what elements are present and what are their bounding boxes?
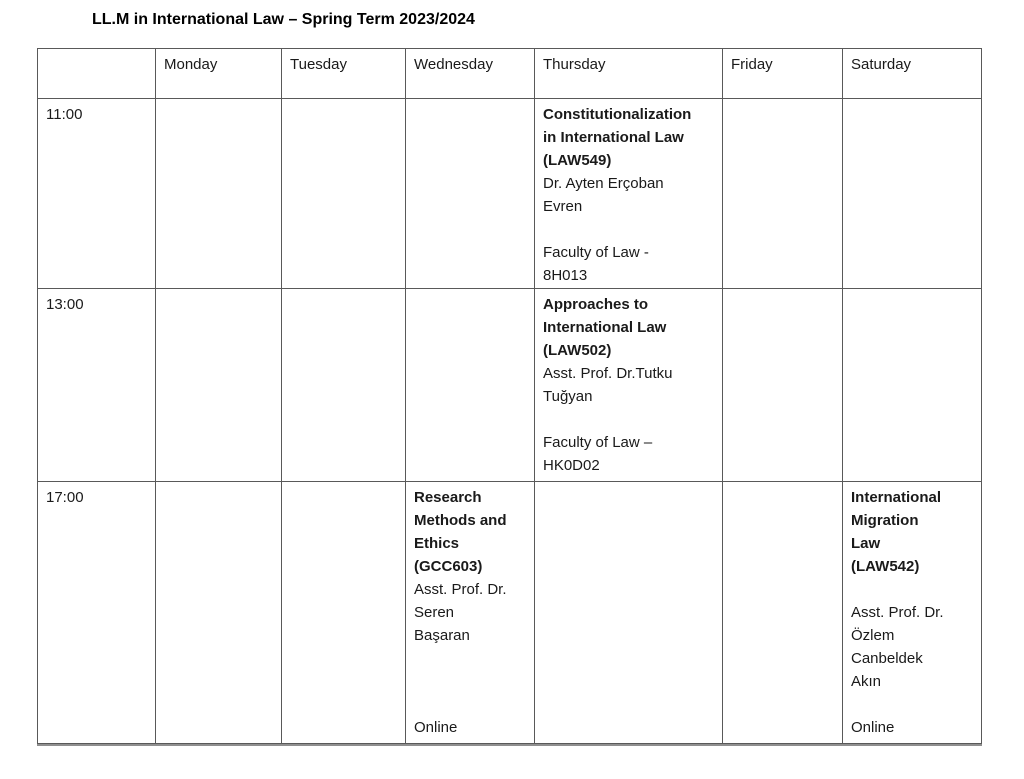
cell-friday-13-00	[723, 289, 843, 482]
course-title-line: Research	[414, 489, 482, 506]
course-detail-line: Dr. Ayten Erçoban	[543, 175, 664, 192]
cell-thursday-13-00	[535, 289, 723, 482]
timetable-body	[38, 99, 982, 744]
course-detail-line	[414, 670, 526, 693]
time-label-13-00: 13:00	[38, 289, 156, 482]
course-detail-line: Online	[851, 719, 895, 736]
time-label-17-00: 17:00	[38, 482, 156, 744]
course-title-line: (LAW502)	[543, 342, 612, 359]
course-title-line: Approaches to	[543, 296, 649, 313]
course-title-line: Methods and	[414, 512, 507, 529]
day-header-label: Friday	[731, 56, 773, 73]
cell-monday-11-00	[156, 99, 282, 289]
cell-saturday-13-00	[843, 289, 982, 482]
time-label-11-00: 11:00	[38, 99, 156, 289]
course-detail-line: Evren	[543, 198, 583, 215]
course-title-line: (GCC603)	[414, 558, 483, 575]
timetable-row-11-00	[38, 99, 982, 289]
cell-tuesday-13-00	[282, 289, 406, 482]
course-detail-line: Faculty of Law -	[543, 244, 649, 261]
cell-saturday-17-00	[843, 482, 982, 744]
timetable	[37, 48, 982, 744]
timetable-head	[38, 49, 982, 99]
course-title-line: in International Law	[543, 129, 684, 146]
course-detail-line	[543, 218, 714, 241]
course-detail-line: Özlem	[851, 627, 895, 644]
timetable-row-13-00	[38, 289, 982, 482]
course-detail-line	[543, 408, 714, 431]
cell-wednesday-17-00	[406, 482, 535, 744]
course-title-line: (LAW542)	[851, 558, 920, 575]
day-header-wednesday	[406, 49, 535, 99]
course-detail-line: HK0D02	[543, 457, 600, 474]
course-title-line: (LAW549)	[543, 152, 612, 169]
course-detail-line	[414, 693, 526, 716]
day-header-label: Tuesday	[290, 56, 347, 73]
timetable-header-row	[38, 49, 982, 99]
page-title: LL.M in International Law – Spring Term 2023/2024	[92, 11, 475, 28]
day-header-thursday	[535, 49, 723, 99]
course-detail-line: Seren	[414, 604, 455, 621]
course-title-line: International	[851, 489, 942, 506]
course-detail-line: Asst. Prof. Dr.	[851, 604, 944, 621]
course-title-line: Law	[851, 535, 881, 552]
cell-tuesday-11-00	[282, 99, 406, 289]
course-detail-line	[414, 647, 526, 670]
day-header-monday	[156, 49, 282, 99]
cell-wednesday-13-00	[406, 289, 535, 482]
cell-wednesday-11-00	[406, 99, 535, 289]
course-title-line: International Law	[543, 319, 667, 336]
cell-monday-17-00	[156, 482, 282, 744]
course-detail-line: Faculty of Law –	[543, 434, 653, 451]
course-detail-line: Asst. Prof. Dr.Tutku	[543, 365, 673, 382]
cell-tuesday-17-00	[282, 482, 406, 744]
course-detail-line: 8H013	[543, 267, 588, 284]
course-title-line: Constitutionalization	[543, 106, 692, 123]
cell-monday-13-00	[156, 289, 282, 482]
cell-saturday-11-00	[843, 99, 982, 289]
course-detail-line: Canbeldek	[851, 650, 923, 667]
day-header-friday	[723, 49, 843, 99]
course-detail-line: Online	[414, 719, 458, 736]
course-detail-line: Akın	[851, 673, 882, 690]
day-header-saturday	[843, 49, 982, 99]
course-detail-line: Başaran	[414, 627, 470, 644]
day-header-label: Thursday	[543, 56, 606, 73]
course-detail-line: Asst. Prof. Dr.	[414, 581, 507, 598]
cell-friday-11-00	[723, 99, 843, 289]
day-header-label: Wednesday	[414, 56, 493, 73]
course-detail-line: Tuğyan	[543, 388, 593, 405]
course-detail-line	[851, 693, 973, 716]
day-header-label: Saturday	[851, 56, 912, 73]
time-column-header	[38, 49, 156, 99]
cell-thursday-11-00	[535, 99, 723, 289]
day-header-label: Monday	[164, 56, 218, 73]
course-detail-line	[851, 578, 973, 601]
course-title-line: Ethics	[414, 535, 460, 552]
cell-thursday-17-00	[535, 482, 723, 744]
course-title-line: Migration	[851, 512, 919, 529]
day-header-tuesday	[282, 49, 406, 99]
cell-friday-17-00	[723, 482, 843, 744]
timetable-row-17-00	[38, 482, 982, 744]
